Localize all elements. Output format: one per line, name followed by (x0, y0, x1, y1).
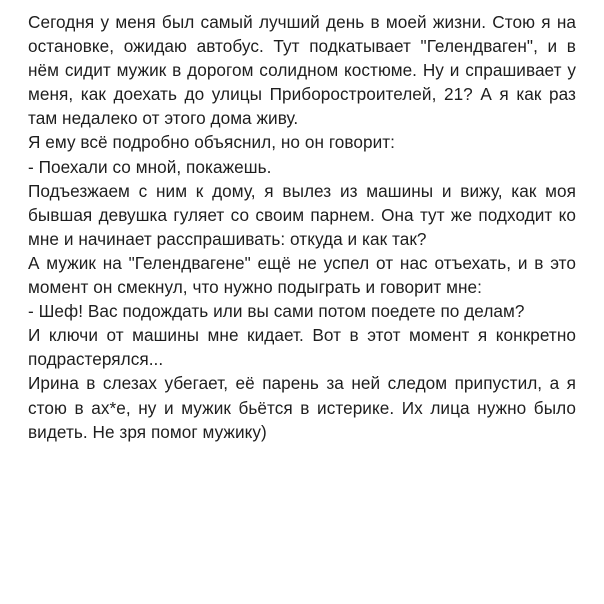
paragraph-ex-girlfriend: Подъезжаем с ним к дому, я вылез из машины и вижу, как моя бывшая девушка гуляет со своим парнем. Она тут же подходит ко мне и начинает расспрашивать: откуда и как так? (28, 180, 576, 249)
paragraph-ending: Ирина в слезах убегает, её парень за ней следом припустил, а я стою в ах*е, ну и мужик бьётся в истерике. Их лица нужно было видеть. Не зря помог мужику) (28, 373, 576, 442)
paragraph-car-keys: И ключи от машины мне кидает. Вот в этот момент я конкретно подрастерялся... (28, 325, 576, 370)
paragraph-explained: Я ему всё подробно объяснил, но он говорит: (28, 132, 395, 153)
story-text (28, 10, 576, 444)
paragraph-boss-question: - Шеф! Вас подождать или вы сами потом поедете по делам? (28, 301, 525, 322)
paragraph-play-along: А мужик на "Гелендвагене" ещё не успел от нас отъехать, и в это момент он смекнул, что нужно подыграть и говорит мне: (28, 252, 576, 298)
paragraph-arrival: Сегодня у меня был самый лучший день в моей жизни. Стою я на остановке, ожидаю автобус. Тут подкатывает "Гелендваген", и в нём сидит мужик в дорогом солидном костюме. Ну и спрашивает у меня, как доехать до улицы Приборостроителей, 21? А я как раз там недалеко от этого дома живу. (28, 12, 576, 129)
paragraph-lets-go: - Поехали со мной, покажешь. (28, 156, 272, 177)
